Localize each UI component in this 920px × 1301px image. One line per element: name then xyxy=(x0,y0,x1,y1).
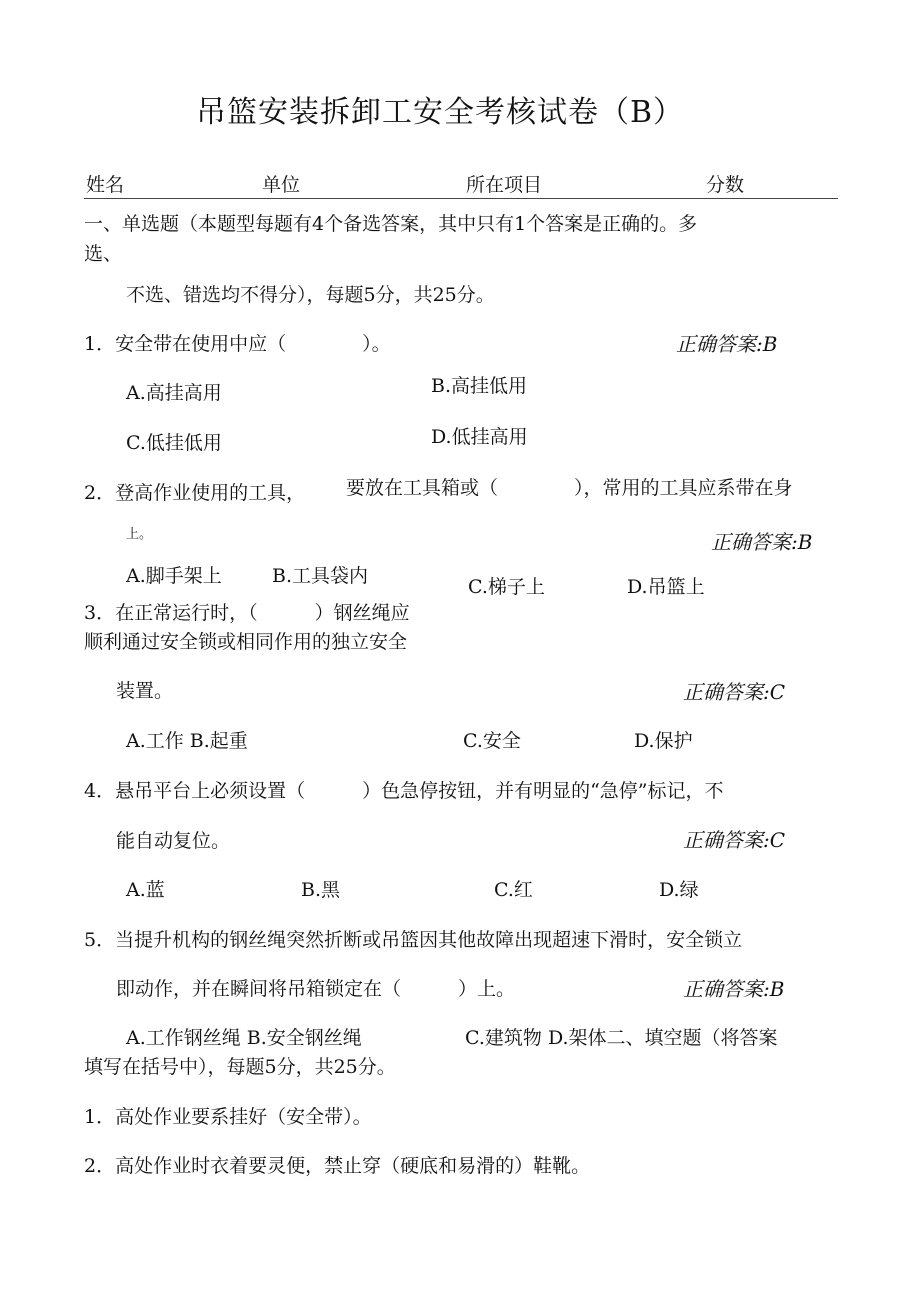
option-b: B.高挂低用 xyxy=(431,375,528,397)
header-underline xyxy=(84,198,838,199)
option-d: D.吊篮上 xyxy=(627,576,705,598)
question-stem-cont: 顺利通过安全锁或相同作用的独立安全 xyxy=(84,631,408,653)
option-c: C.红 xyxy=(494,879,533,901)
option-a: A.脚手架上 xyxy=(126,565,222,587)
option-b: B.工具袋内 xyxy=(272,565,369,587)
question-stem-cont: 即动作，并在瞬间将吊箱锁定在（ ）上。 xyxy=(116,978,516,1000)
option-ab: A.工作钢丝绳 B.安全钢丝绳 xyxy=(126,1027,362,1049)
section1-instructions-cont: 选、 xyxy=(84,243,123,265)
project-label: 所在项目 xyxy=(466,174,543,196)
question-stem-end: 上。 xyxy=(126,527,153,542)
question-stem: 2．登高作业使用的工具， xyxy=(84,482,306,504)
section2-instructions: 填写在括号中），每题5分，共25分。 xyxy=(84,1056,396,1078)
score-label: 分数 xyxy=(706,174,745,196)
question-stem: 4．悬吊平台上必须设置（ ）色急停按钮，并有明显的“急停”标记，不 xyxy=(84,780,724,802)
option-d: D.保护 xyxy=(634,730,693,752)
answer-key: 正确答案:B xyxy=(676,332,778,356)
question-stem: 5．当提升机构的钢丝绳突然折断或吊篮因其他故障出现超速下滑时，安全锁立 xyxy=(84,929,743,951)
answer-key: 正确答案:B xyxy=(711,530,813,554)
answer-key: 正确答案:C xyxy=(683,680,786,704)
question-stem-cont: 能自动复位。 xyxy=(116,830,231,852)
section1-instructions-cont2: 不选、错选均不得分），每题5分，共25分。 xyxy=(126,284,495,306)
option-ab: A.工作 B.起重 xyxy=(126,730,248,752)
section1-instructions: 一、单选题（本题型每题有4个备选答案，其中只有1个答案是正确的。多 xyxy=(84,213,698,235)
option-d: D.绿 xyxy=(659,879,699,901)
question-stem: 1．安全带在使用中应（ ）。 xyxy=(84,333,391,355)
option-c: C.梯子上 xyxy=(468,576,545,598)
answer-key: 正确答案:B xyxy=(683,977,785,1001)
page-title: 吊篮安装拆卸工安全考核试卷（B） xyxy=(196,95,685,130)
unit-label: 单位 xyxy=(262,174,301,196)
name-label: 姓名 xyxy=(86,174,125,196)
option-b: B.黑 xyxy=(301,879,341,901)
question-stem-cont: 要放在工具箱或（ ），常用的工具应系带在身 xyxy=(346,477,793,499)
option-cd: C.建筑物 D.架体二、填空题（将答案 xyxy=(465,1027,778,1049)
option-c: C.低挂低用 xyxy=(126,432,222,454)
fill-question-1: 1．高处作业要系挂好（安全带）。 xyxy=(84,1106,372,1128)
answer-key: 正确答案:C xyxy=(683,828,786,852)
fill-question-2: 2．高处作业时衣着要灵便，禁止穿（硬底和易滑的）鞋靴。 xyxy=(84,1155,591,1177)
option-a: A.蓝 xyxy=(126,879,165,901)
question-stem: 3．在正常运行时，（ ）钢丝绳应 xyxy=(84,602,410,624)
option-d: D.低挂高用 xyxy=(431,426,528,448)
question-stem-end: 装置。 xyxy=(116,680,174,702)
option-a: A.高挂高用 xyxy=(126,382,222,404)
option-c: C.安全 xyxy=(463,730,521,752)
